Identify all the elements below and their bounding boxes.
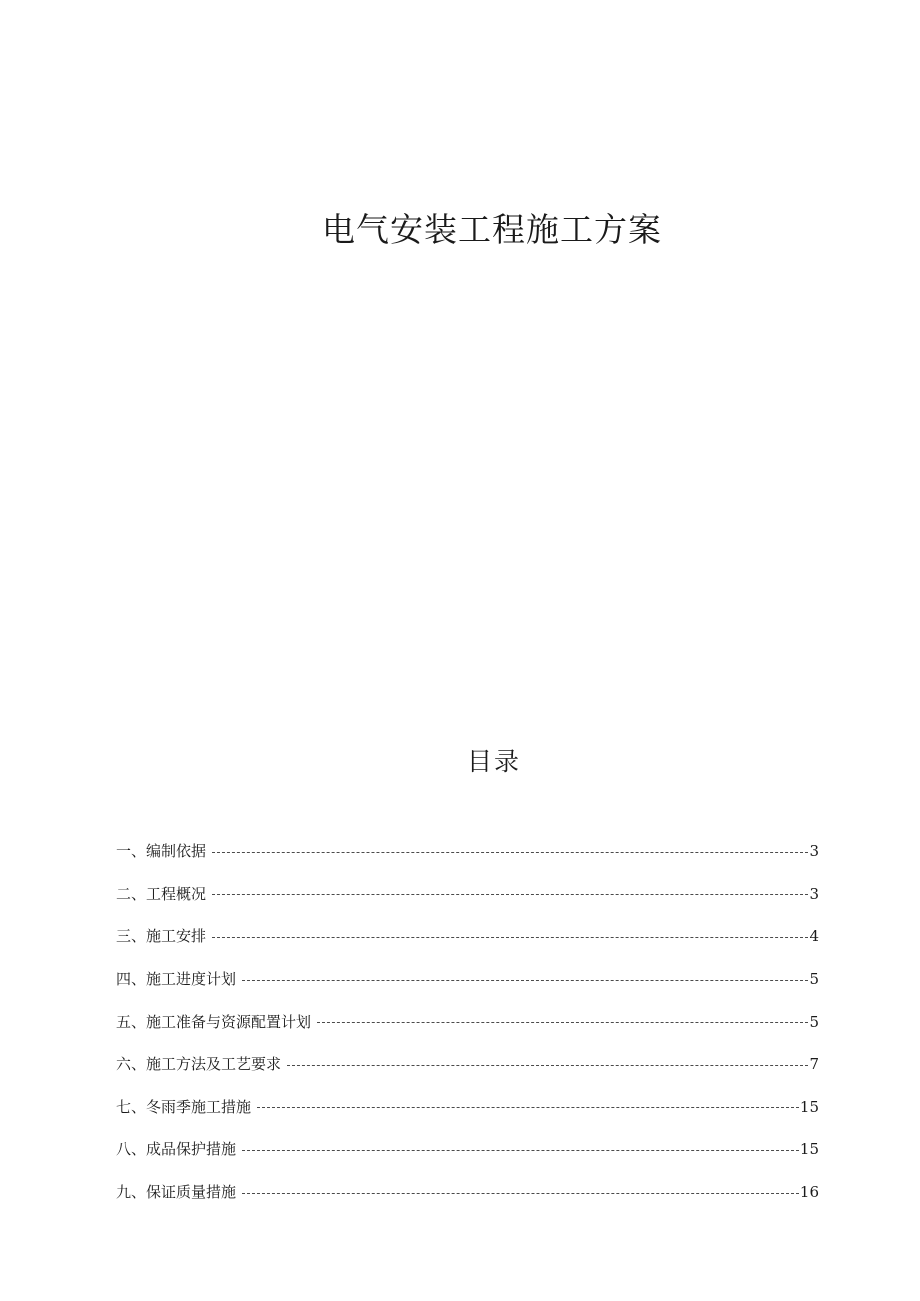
toc-entry-page: 4 (809, 927, 819, 946)
toc-entry-label: 四、施工进度计划 (116, 970, 237, 989)
toc-dot-leader (212, 894, 808, 895)
toc-entry-label: 九、保证质量措施 (116, 1183, 237, 1202)
toc-entry-label: 二、工程概况 (116, 884, 207, 903)
toc-entry-page: 15 (799, 1097, 819, 1116)
toc-dot-leader (287, 1065, 808, 1066)
toc-entry[interactable] (116, 958, 819, 1001)
toc-entry-page: 3 (809, 842, 819, 861)
toc-entry-page: 15 (799, 1140, 819, 1159)
toc-entry-page: 3 (809, 884, 819, 903)
toc-entry-page: 7 (809, 1055, 819, 1074)
toc-entry[interactable] (116, 1128, 819, 1171)
toc-entry-label: 五、施工准备与资源配置计划 (116, 1012, 312, 1031)
toc-entry[interactable] (116, 915, 819, 958)
toc-dot-leader (242, 1193, 799, 1194)
toc-entry-label: 三、施工安排 (116, 927, 207, 946)
toc-entry[interactable] (116, 1000, 819, 1043)
toc-entry-page: 5 (809, 1012, 819, 1031)
toc-dot-leader (242, 1150, 799, 1151)
toc-dot-leader (317, 1022, 808, 1023)
toc-entry-page: 5 (809, 970, 819, 989)
document-title: 电气安装工程施工方案 (322, 210, 662, 249)
toc-entry-label: 八、成品保护措施 (116, 1140, 237, 1159)
toc-entry[interactable] (116, 830, 819, 873)
toc-heading: 目录 (466, 747, 521, 776)
toc-entry[interactable] (116, 1171, 819, 1214)
toc-entry[interactable] (116, 1043, 819, 1086)
toc-entry-label: 七、冬雨季施工措施 (116, 1097, 252, 1116)
toc-entry-label: 一、编制依据 (116, 842, 207, 861)
toc-dot-leader (257, 1107, 799, 1108)
toc-dot-leader (212, 937, 808, 938)
toc-entry[interactable] (116, 1086, 819, 1129)
toc-dot-leader (212, 852, 808, 853)
toc-entry-label: 六、施工方法及工艺要求 (116, 1055, 282, 1074)
toc-dot-leader (242, 980, 808, 981)
toc-entry-page: 16 (799, 1183, 819, 1202)
toc-entry[interactable] (116, 873, 819, 916)
table-of-contents (116, 830, 819, 1213)
